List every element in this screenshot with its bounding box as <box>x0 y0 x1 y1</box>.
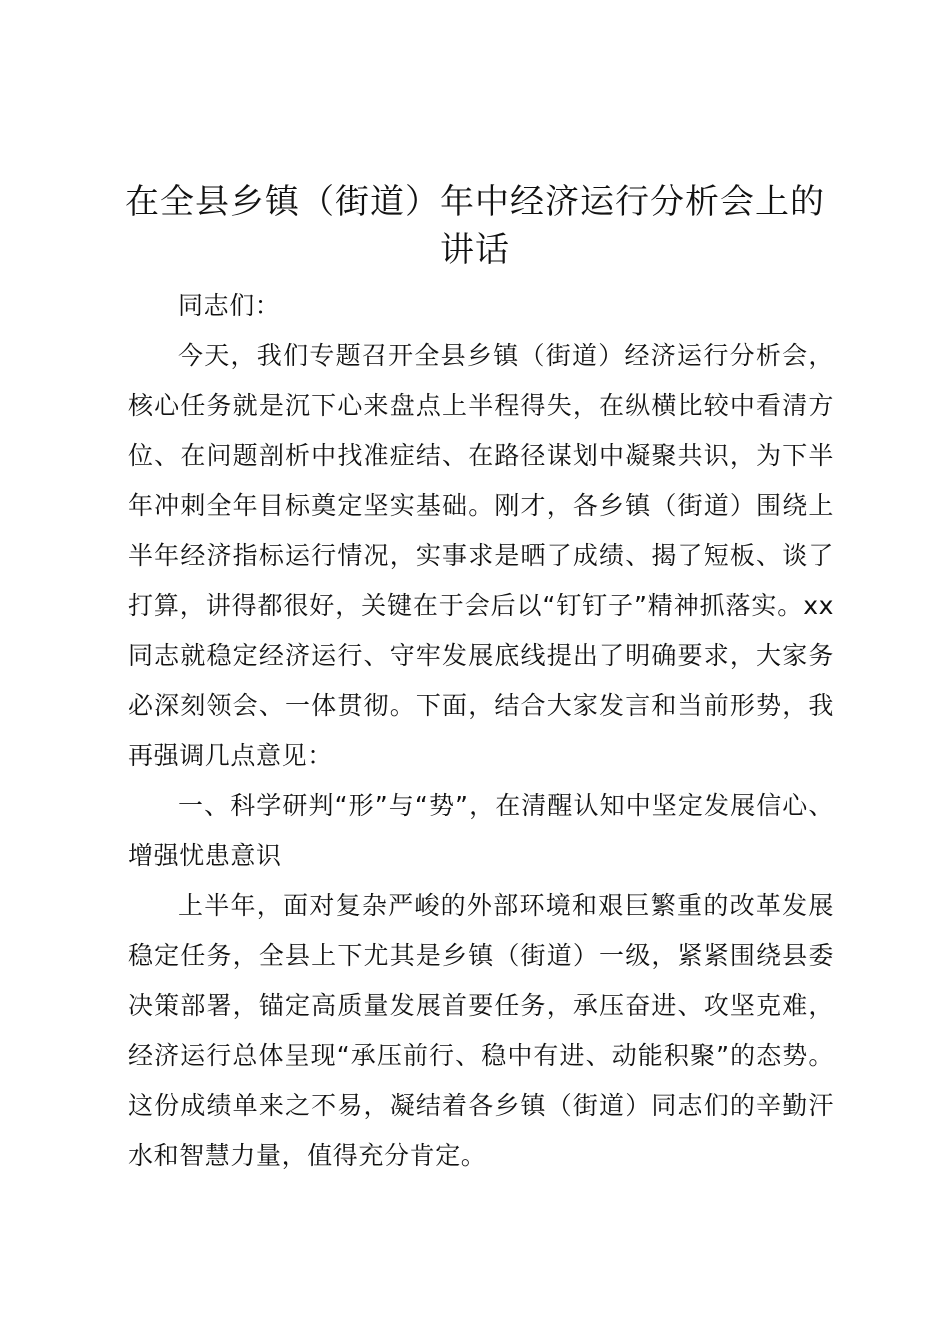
document-body <box>128 281 834 1181</box>
salutation: 同志们： <box>178 291 281 320</box>
document-title: 在全县乡镇（街道）年中经济运行分析会上的讲话 <box>125 182 825 270</box>
paragraph-section-1: 上半年，面对复杂严峻的外部环境和艰巨繁重的改革发展稳定任务，全县上下尤其是乡镇（街道）一级，紧紧围绕县委决策部署，锚定高质量发展首要任务，承压奋进、攻坚克难，经济运行总体呈现“承压前行、稳中有进、动能积聚”的态势。这份成绩单来之不易，凝结着各乡镇（街道）同志们的辛勤汗水和智慧力量，值得充分肯定。 <box>128 891 834 1170</box>
section-heading-1: 一、科学研判“形”与“势”，在清醒认知中坚定发展信心、增强忧患意识 <box>128 791 834 870</box>
paragraph-intro: 今天，我们专题召开全县乡镇（街道）经济运行分析会，核心任务就是沉下心来盘点上半程得失，在纵横比较中看清方位、在问题剖析中找准症结、在路径谋划中凝聚共识，为下半年冲刺全年目标奠定坚实基础。刚才，各乡镇（街道）围绕上半年经济指标运行情况，实事求是晒了成绩、揭了短板、谈了打算，讲得都很好，关键在于会后以“钉钉子”精神抓落实。xx同志就稳定经济运行、守牢发展底线提出了明确要求，大家务必深刻领会、一体贯彻。下面，结合大家发言和当前形势，我再强调几点意见： <box>128 341 834 770</box>
